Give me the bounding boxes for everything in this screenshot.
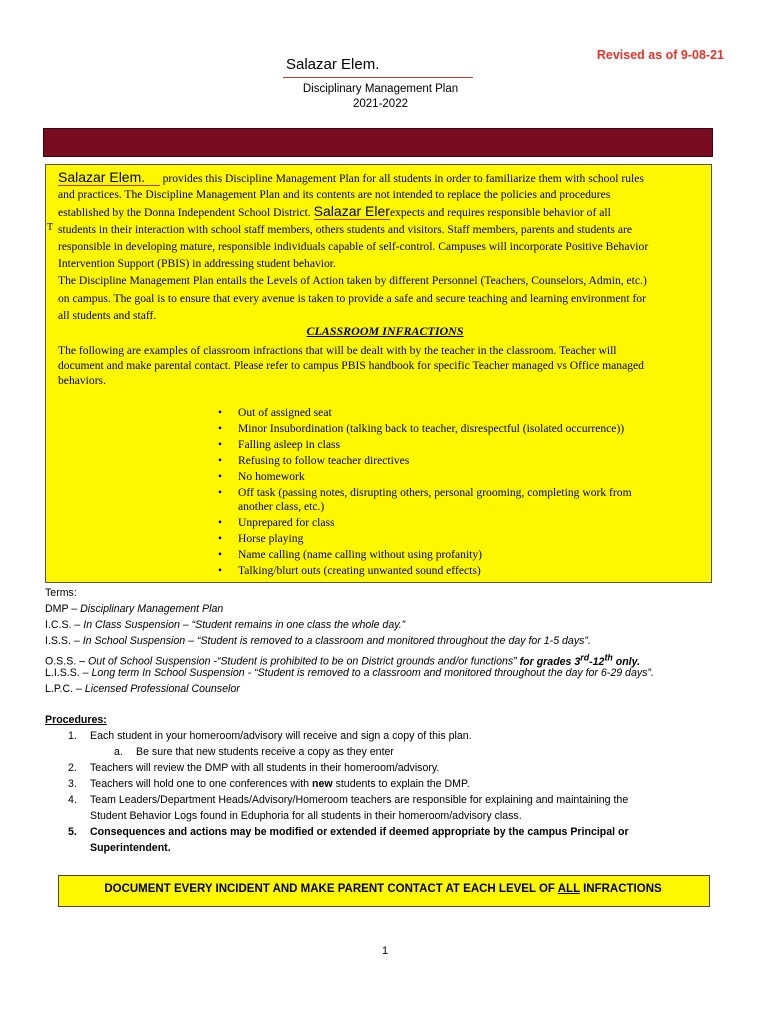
- notice-text: INFRACTIONS: [579, 883, 662, 895]
- term-abbr: DMP –: [45, 603, 81, 615]
- procedure-bold: new: [312, 778, 333, 790]
- term-definition: Disciplinary Management Plan: [80, 603, 224, 615]
- bullet-icon: •: [218, 470, 223, 483]
- list-item: Refusing to follow teacher directives: [238, 454, 410, 467]
- intro-line-4: students in their interaction with school staff members, others students and visitors. Staff members, parents and students are: [58, 223, 632, 236]
- plan-title-block: [283, 82, 478, 112]
- intro-line-9: all students and staff.: [58, 309, 157, 322]
- intro-line-1: [58, 169, 644, 187]
- procedure-number: 1.: [68, 730, 77, 742]
- term-definition: In School Suspension – “Student is removed to a classroom and monitored throughout the day for 1-5 days”.: [82, 635, 591, 647]
- list-item: Talking/blurt outs (creating unwanted sound effects): [238, 564, 481, 577]
- intro-line-8: on campus. The goal is to ensure that every avenue is taken to provide a safe and secure teaching and learning environment for: [58, 292, 646, 305]
- bullet-icon: •: [218, 516, 223, 529]
- document-notice: [58, 883, 708, 895]
- procedure-number: 5.: [68, 826, 77, 838]
- intro-line-1-text: provides this Discipline Management Plan for all students in order to familiarize them with school rules: [162, 172, 644, 185]
- procedure-item-continuation: Student Behavior Logs found in Eduphoria for all students in their homeroom/advisory class.: [90, 810, 522, 822]
- bullet-icon: •: [218, 532, 223, 545]
- list-item-continuation: another class, etc.): [238, 500, 325, 513]
- term-abbr: I.S.S. –: [45, 635, 83, 647]
- procedure-item-continuation: Superintendent.: [90, 842, 171, 854]
- plan-title: Disciplinary Management Plan: [302, 83, 459, 95]
- list-item: Falling asleep in class: [238, 438, 341, 451]
- term-lpc: [45, 681, 240, 697]
- procedure-number: 2.: [68, 762, 77, 774]
- procedure-item: [90, 776, 470, 792]
- term-abbr: L.I.S.S. –: [45, 667, 92, 679]
- term-definition: Long term In School Suspension - “Student is removed to a classroom and monitored throughout the day for 6-29 days”.: [91, 667, 654, 679]
- page-number: 1: [381, 945, 389, 957]
- term-abbr: L.P.C. –: [45, 683, 85, 695]
- intro-line-3-post: expects and requires responsible behavior of all: [389, 206, 611, 219]
- list-item: Unprepared for class: [238, 516, 335, 529]
- bullet-icon: •: [218, 454, 223, 467]
- classroom-para-3: behaviors.: [58, 374, 106, 387]
- bullet-icon: •: [218, 422, 223, 435]
- bullet-icon: •: [218, 438, 223, 451]
- term-abbr: O.S.S. –: [45, 655, 88, 668]
- procedure-number: 3.: [68, 778, 77, 790]
- school-name-field[interactable]: Salazar Elem.: [286, 56, 380, 73]
- procedure-number: 4.: [68, 794, 77, 806]
- grades-text: for grades 3: [519, 655, 581, 668]
- grades-sup: rd: [580, 652, 590, 662]
- intro-line-6: Intervention Support (PBIS) in addressing student behavior.: [58, 257, 336, 270]
- grades-text: only.: [615, 655, 641, 668]
- list-item: Name calling (name calling without using profanity): [238, 548, 483, 561]
- grades-text: -12: [589, 655, 605, 668]
- bullet-icon: •: [218, 564, 223, 577]
- term-ics: [45, 617, 405, 633]
- procedure-text: Teachers will hold one to one conferences with: [90, 778, 313, 790]
- title-banner: [43, 128, 713, 157]
- bullet-icon: •: [218, 548, 223, 561]
- terms-heading: Terms:: [45, 587, 77, 599]
- list-item: Minor Insubordination (talking back to teacher, disrespectful (isolated occurrence)): [238, 422, 625, 435]
- procedure-item: Team Leaders/Department Heads/Advisory/Homeroom teachers are responsible for explaining and maintaining the: [90, 794, 629, 806]
- term-abbr: I.C.S. –: [45, 619, 84, 631]
- school-name-inline-field[interactable]: Salazar Elem.: [58, 169, 146, 185]
- term-liss: [45, 665, 654, 681]
- intro-line-5: responsible in developing mature, responsible individuals capable of self-control. Campuses will incorporate Positive Behavior: [58, 240, 649, 253]
- bullet-icon: •: [218, 406, 223, 419]
- intro-line-3-pre: established by the Donna Independent School District.: [58, 206, 311, 219]
- procedure-item: Teachers will review the DMP with all students in their homeroom/advisory.: [90, 762, 440, 774]
- list-item: Out of assigned seat: [238, 406, 332, 419]
- notice-emphasis: ALL: [557, 883, 580, 895]
- stray-mark: T: [47, 222, 54, 233]
- procedures-heading: Procedures:: [45, 714, 107, 726]
- grades-sup: th: [604, 652, 613, 662]
- term-dmp: [45, 601, 223, 617]
- term-definition: Out of School Suspension -“Student is prohibited to be on District grounds and/or functions”: [87, 655, 517, 668]
- procedure-item: Each student in your homeroom/advisory will receive and sign a copy of this plan.: [90, 730, 472, 742]
- procedure-text: students to explain the DMP.: [332, 778, 470, 790]
- classroom-para-2: document and make parental contact. Please refer to campus PBIS handbook for specific Teacher managed vs Office managed: [58, 359, 644, 372]
- list-item: No homework: [238, 470, 305, 483]
- procedure-subnumber: a.: [114, 746, 123, 758]
- intro-line-2: and practices. The Discipline Management Plan and its contents are not intended to replace the policies and procedures: [58, 188, 611, 201]
- term-definition: Licensed Professional Counselor: [84, 683, 240, 695]
- intro-line-3: [58, 203, 611, 221]
- list-item: Off task (passing notes, disrupting others, personal grooming, completing work from: [238, 486, 632, 499]
- school-name-inline-field-2[interactable]: Salazar Eler: [313, 203, 390, 219]
- procedure-item: Consequences and actions may be modified or extended if deemed appropriate by the campus Principal or: [90, 826, 629, 838]
- term-iss: [45, 633, 591, 649]
- classroom-infractions-heading: CLASSROOM INFRACTIONS: [306, 324, 464, 338]
- term-definition: In Class Suspension – “Student remains in one class the whole day.”: [83, 619, 406, 631]
- classroom-para-1: The following are examples of classroom infractions that will be dealt with by the teacher in the classroom. Teacher will: [58, 344, 617, 357]
- plan-year: 2021-2022: [353, 98, 408, 110]
- revised-date: Revised as of 9-08-21: [596, 48, 724, 62]
- bullet-icon: •: [218, 486, 223, 499]
- list-item: Horse playing: [238, 532, 304, 545]
- intro-line-7: The Discipline Management Plan entails the Levels of Action taken by different Personnel (Teachers, Counselors, Admin, etc.): [58, 274, 647, 287]
- notice-text: DOCUMENT EVERY INCIDENT AND MAKE PARENT CONTACT AT EACH LEVEL OF: [104, 883, 558, 895]
- school-name-underline: [283, 77, 473, 78]
- procedure-subitem: Be sure that new students receive a copy as they enter: [136, 746, 394, 758]
